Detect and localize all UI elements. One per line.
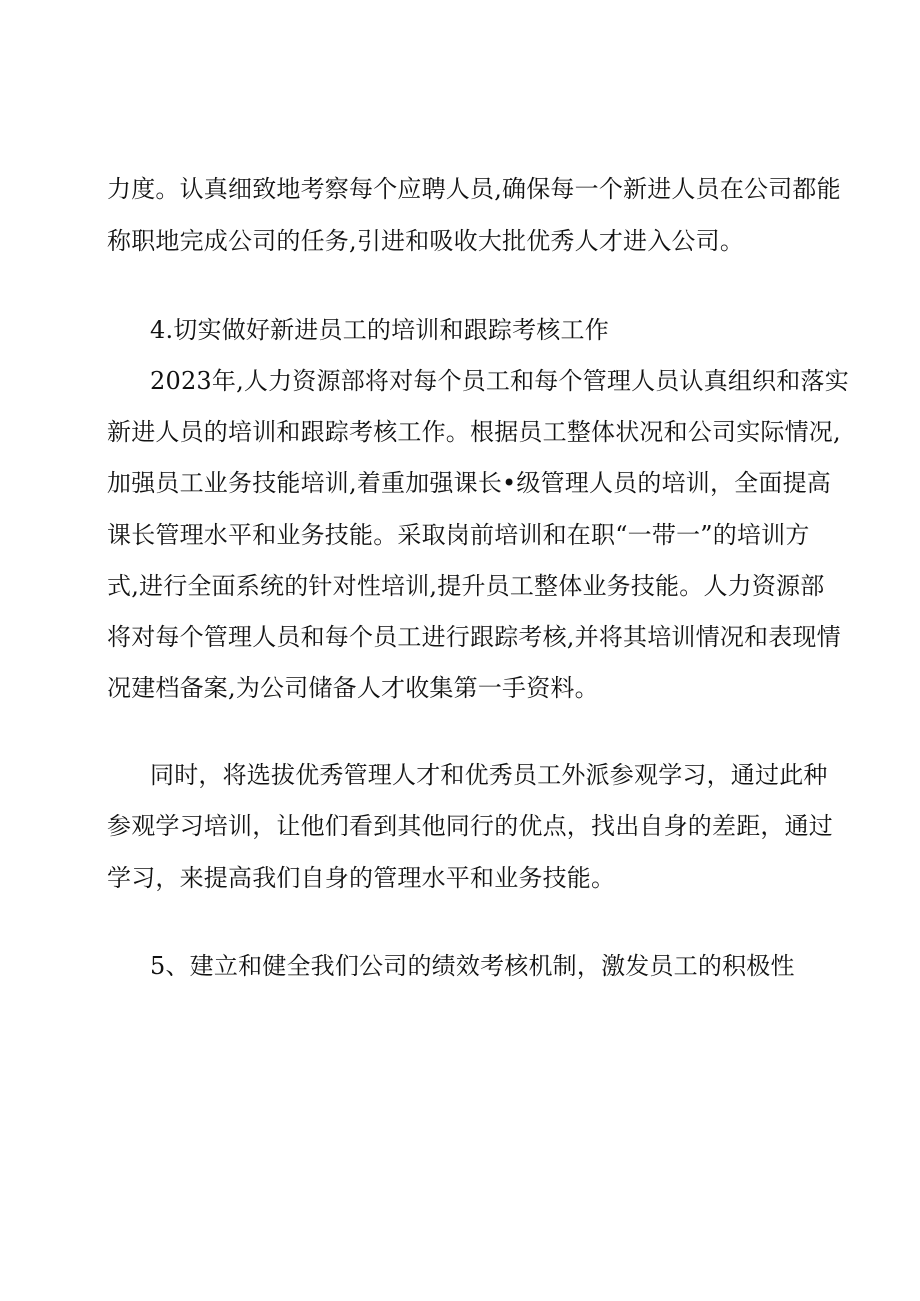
paragraph-line: 参观学习培训，让他们看到其他同行的优点，找出自身的差距，通过 xyxy=(107,812,833,840)
paragraph-line: 式,进行全面系统的针对性培训,提升员工整体业务技能。人力资源部 xyxy=(107,572,825,600)
section-heading-5: 5、建立和健全我们公司的绩效考核机制，激发员工的积极性 xyxy=(150,952,795,980)
paragraph-line: 将对每个管理人员和每个员工进行跟踪考核,并将其培训情况和表现情 xyxy=(107,623,841,651)
paragraph-line: 学习，来提高我们自身的管理水平和业务技能。 xyxy=(107,864,616,892)
paragraph-line: 同时，将选拔优秀管理人才和优秀员工外派参观学习，通过此种 xyxy=(150,761,828,789)
paragraph-line: 新进人员的培训和跟踪考核工作。根据员工整体状况和公司实际情况, xyxy=(107,418,841,446)
paragraph-line: 课长管理水平和业务技能。采取岗前培训和在职“一带一”的培训方 xyxy=(107,521,810,549)
paragraph-line: 力度。认真细致地考察每个应聘人员,确保每一个新进人员在公司都能 xyxy=(107,175,841,203)
paragraph-line: 加强员工业务技能培训,着重加强课长•级管理人员的培训，全面提高 xyxy=(107,469,831,497)
paragraph-line: 2023年,人力资源部将对每个员工和每个管理人员认真组织和落实 xyxy=(150,367,849,395)
paragraph-line: 称职地完成公司的任务,引进和吸收大批优秀人才进入公司。 xyxy=(107,227,745,255)
paragraph-line: 况建档备案,为公司储备人才收集第一手资料。 xyxy=(107,674,599,702)
section-heading-4: 4.切实做好新进员工的培训和跟踪考核工作 xyxy=(150,316,609,344)
